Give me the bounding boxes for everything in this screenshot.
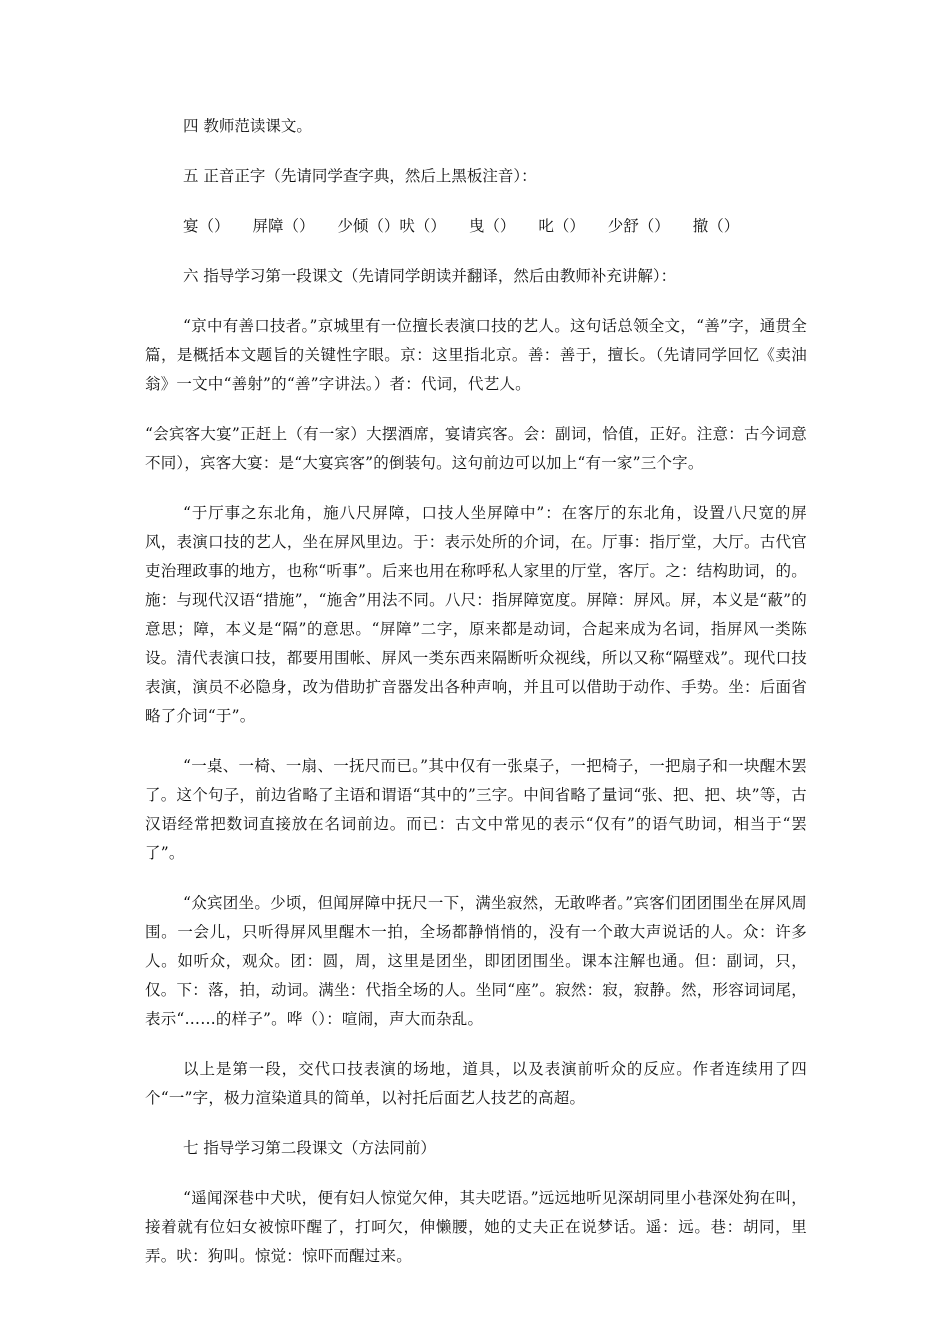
section-heading-7: 七 指导学习第二段课文（方法同前）: [183, 1139, 436, 1157]
paragraph-1: “京中有善口技者。”京城里有一位擅长表演口技的艺人。这句话总领全文，“善”字，通贯全篇，是概括本文题旨的关键性字眼。京：这里指北京。善：善于，擅长。（先请同学回忆《卖油翁》一文中“善射”的“善”字讲法。）者：代词，代艺人。: [145, 317, 807, 393]
pinyin-exercise-row: [145, 212, 807, 241]
paragraph-4: “一桌、一椅、一扇、一抚尺而已。”其中仅有一张桌子，一把椅子，一把扇子和一块醒木罢了。这个句子，前边省略了主语和谓语“其中的”三字。中间省略了量词“张、把、把、块”等，古汉语经常把数词直接放在名词前边。而已：古文中常见的表示“仅有”的语气助词，相当于“罢了”。: [145, 757, 807, 862]
document-page: [145, 112, 807, 1271]
pinyin-item: 曳（）: [468, 217, 516, 235]
pinyin-item: 撤（）: [692, 217, 740, 235]
section-heading-4: 四 教师范读课文。: [183, 117, 312, 135]
section-heading-5: 五 正音正字（先请同学查字典，然后上黑板注音）：: [183, 167, 537, 185]
paragraph-3: “于厅事之东北角，施八尺屏障，口技人坐屏障中”：在客厅的东北角，设置八尺宽的屏风，表演口技的艺人，坐在屏风里边。于：表示处所的介词，在。厅事：指厅堂，大厅。古代官吏治理政事的地方，也称“听事”。后来也用在称呼私人家里的厅堂，客厅。之：结构助词，的。施：与现代汉语“措施”，“施舍”用法不同。八尺：指屏障宽度。屏障：屏风。屏，本义是“蔽”的意思；障，本义是“隔”的意思。“屏障”二字，原来都是动词，合起来成为名词，指屏风一类陈设。清代表演口技，都要用围帐、屏风一类东西来隔断听众视线，所以又称“隔壁戏”。现代口技表演，演员不必隐身，改为借助扩音器发出各种声响，并且可以借助于动作、手势。坐：后面省略了介词“于”。: [145, 504, 807, 725]
section-heading-6: 六 指导学习第一段课文（先请同学朗读并翻译，然后由教师补充讲解）：: [183, 267, 677, 285]
pinyin-item: 宴（）: [183, 217, 230, 235]
paragraph-6: 以上是第一段，交代口技表演的场地，道具，以及表演前听众的反应。作者连续用了四个“一”字，极力渲染道具的简单，以衬托后面艺人技艺的高超。: [145, 1060, 807, 1107]
pinyin-item: 少倾（）吠（）: [337, 217, 446, 235]
pinyin-item: 少舒（）: [607, 217, 670, 235]
pinyin-item: 屏障（）: [252, 217, 315, 235]
pinyin-item: 叱（）: [538, 217, 585, 235]
paragraph-7: “遥闻深巷中犬吠，便有妇人惊觉欠伸，其夫呓语。”远远地听见深胡同里小巷深处狗在叫，接着就有位妇女被惊吓醒了，打呵欠，伸懒腰，她的丈夫正在说梦话。遥：远。巷：胡同，里弄。吠：狗叫。惊觉：惊吓而醒过来。: [145, 1189, 807, 1265]
paragraph-2: “会宾客大宴”正赶上（有一家）大摆酒席，宴请宾客。会：副词，恰值，正好。注意：古今词意不同），宾客大宴：是“大宴宾客”的倒装句。这句前边可以加上“有一家”三个字。: [145, 425, 807, 472]
paragraph-5: “众宾团坐。少顷，但闻屏障中抚尺一下，满坐寂然，无敢哗者。”宾客们团团围坐在屏风周围。一会儿，只听得屏风里醒木一拍，全场都静悄悄的，没有一个敢大声说话的人。众：许多人。如听众，观众。团：圆，周，这里是团坐，即团团围坐。课本注解也通。但：副词，只，仅。下：落，拍，动词。满坐：代指全场的人。坐同“座”。寂然：寂，寂静。然，形容词词尾，表示“……的样子”。哗（）：喧闹，声大而杂乱。: [145, 894, 807, 1028]
